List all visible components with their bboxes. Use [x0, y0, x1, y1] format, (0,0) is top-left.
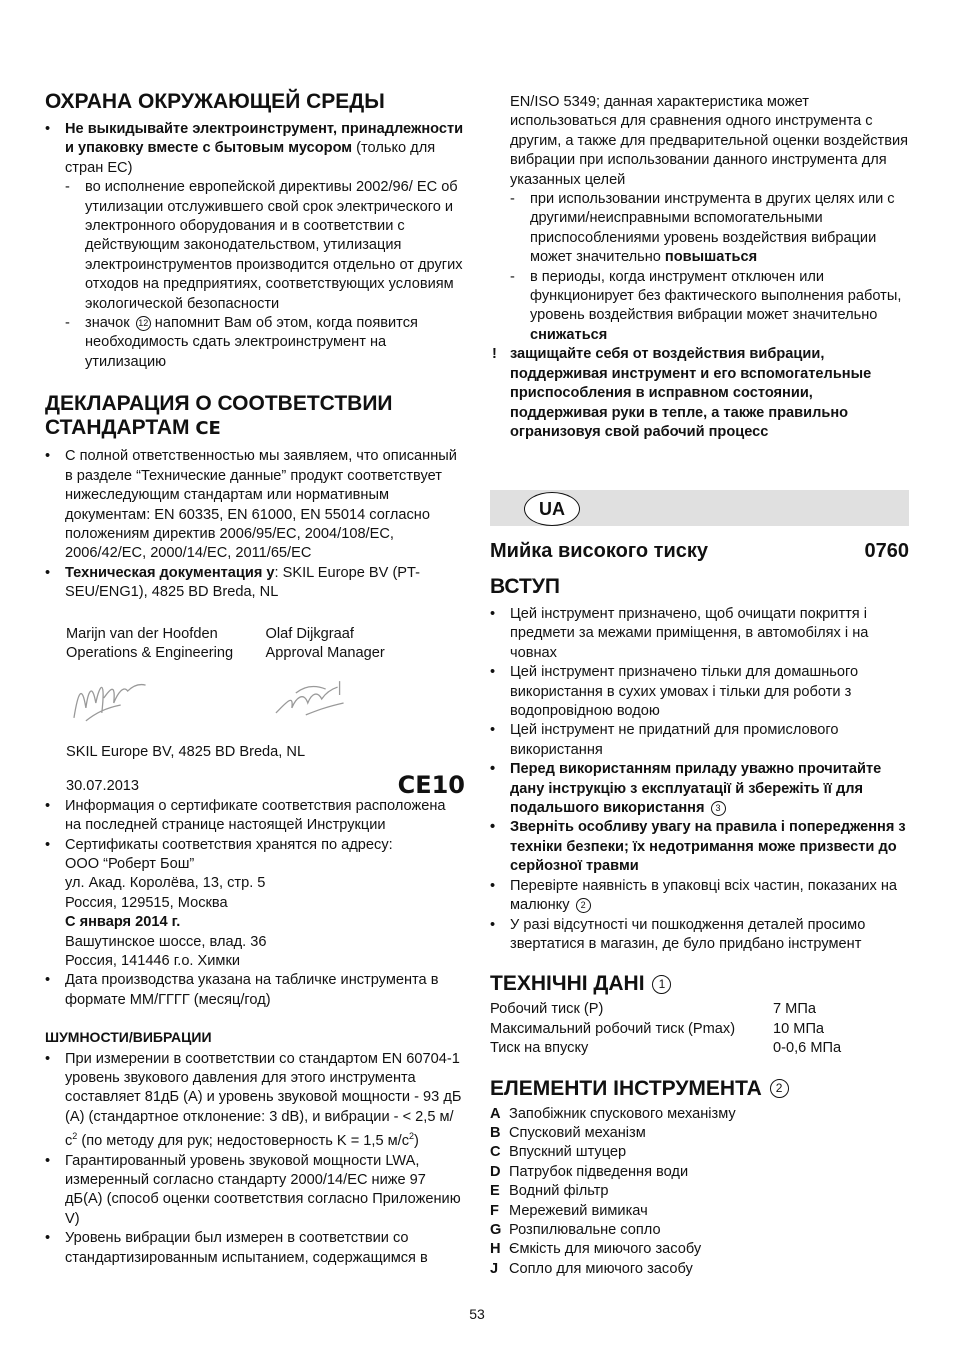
elements-title: ЕЛЕМЕНТИ ІНСТРУМЕНТА 2: [490, 1077, 909, 1101]
signature-2-icon: [266, 663, 356, 733]
list-item: • Дата производства указана на табличке инструмента в формате ММ/ГГГГ (месяц/год): [45, 971, 465, 1010]
sig2-role: Approval Manager: [265, 644, 385, 661]
part-letter: G: [490, 1221, 502, 1238]
sig2-name: Olaf Dijkgraaf: [265, 625, 354, 642]
product-title-row: [490, 539, 909, 563]
part-text: Мережевий вимикач: [509, 1202, 648, 1219]
table-row: [490, 1000, 841, 1019]
spec-value: 10 МПа: [773, 1020, 825, 1037]
noise-title: ШУМНОСТИ/ВИБРАЦИИ: [45, 1029, 212, 1046]
intro-title: ВСТУП: [490, 575, 560, 598]
list-item: [490, 1202, 909, 1221]
table-row: [490, 1020, 841, 1039]
list-item: [490, 1260, 909, 1279]
warning-list: [490, 345, 910, 442]
env-list: [45, 120, 465, 372]
list-item: • Уровень вибрации был измерен в соответствии со стандартизированным испытанием, содержащимся в: [45, 1229, 465, 1268]
part-letter: D: [490, 1163, 501, 1180]
ua-section: [490, 539, 909, 1279]
list-item: • Перевірте наявність в упаковці всіх частин, показаних на малюнку 2: [490, 877, 909, 916]
list-item: • Информация о сертификате соответствия расположена на последней странице настоящей Инструкции: [45, 797, 465, 836]
dash-item: - в периоды, когда инструмент отключен или функционирует без фактического выполнения работы, уровень воздействия вибрации может значительно снижаться: [510, 268, 910, 346]
part-letter: F: [490, 1202, 499, 1219]
env-title: ОХРАНА ОКРУЖАЮЩЕЙ СРЕДЫ: [45, 90, 385, 113]
product-title: Мийка високого тиску: [490, 540, 709, 562]
parts-list: [490, 1105, 909, 1280]
product-code: 0760: [864, 540, 909, 562]
noise-list: [45, 1050, 465, 1268]
list-item: • Зверніть особливу увагу на правила і попередження з техніки безпеки; їх недотримання може призвести до серйозної травми: [490, 818, 909, 876]
signatories: [45, 625, 465, 664]
dash-item: - значок 12 напомнит Вам об этом, когда появится необходимость сдать электроинструмент на утилизацию: [65, 314, 465, 372]
company-line: SKIL Europe BV, 4825 BD Breda, NL: [66, 744, 306, 761]
intro-list: [490, 605, 909, 954]
part-text: Впускний штуцер: [509, 1144, 627, 1161]
ref-12-icon: 12: [136, 316, 151, 331]
list-item: • Цей інструмент призначено тільки для домашнього використання в сухих умовах і тільки для роботи з водопровідною водою: [490, 663, 909, 721]
part-text: Розпилювальне сопло: [509, 1221, 661, 1238]
warning-item: ! защищайте себя от воздействия вибрации, поддерживая инструмент и его вспомогательные приспособления в исправном состоянии, поддерживая руки в тепле, а также правильно огранизовуя свой рабочий процесс: [490, 345, 910, 442]
dash-item: - во исполнение европейской директивы 2002/96/ ЕС об утилизации отслужившего свой срок электрического и электронного оборудования и в соответствии с действующим законодательством, утилизация электроинструментов производится отдельно от других отходов на предприятиях, соответствующих условиям экологической безопасности: [65, 178, 465, 314]
ref-2-icon: 2: [770, 1079, 789, 1098]
spec-value: 0-0,6 МПа: [773, 1040, 842, 1057]
table-row: [490, 1039, 841, 1058]
page-number: 53: [469, 1306, 485, 1322]
env-rest-text: (только для стран ЕС): [65, 140, 436, 176]
part-text: Спусковий механізм: [509, 1124, 646, 1141]
decl-list: [45, 447, 465, 602]
spec-label: Максимальний робочий тиск (Pmax): [490, 1020, 736, 1037]
part-letter: C: [490, 1144, 501, 1161]
signature-1-icon: [66, 663, 156, 733]
signatory-1: [66, 625, 266, 664]
left-column: [45, 90, 465, 1268]
part-text: Ємкість для миючого засобу: [509, 1241, 702, 1258]
ce10-mark-icon: CE10: [397, 770, 465, 799]
signatory-2: [266, 625, 466, 664]
spec-table: [490, 1000, 841, 1058]
list-item: • Гарантированный уровень звуковой мощности LWA, измеренный согласно стандарту 2000/14/EC ниже 97 дБ(A) (способ оценки соответствия согласно Приложению V): [45, 1152, 465, 1230]
language-badge: UA: [524, 492, 580, 526]
right-column: [490, 93, 910, 442]
part-text: Сопло для миючого засобу: [509, 1260, 693, 1277]
spec-value: 7 МПа: [773, 1001, 816, 1018]
ce-mark-icon: CE: [195, 418, 221, 440]
list-item: • Техническая документация у: SKIL Europe BV (PT-SEU/ENG1), 4825 BD Breda, NL: [45, 564, 465, 603]
signatures: [45, 663, 465, 743]
spec-label: Робочий тиск (P): [490, 1001, 604, 1018]
list-item: [490, 1163, 909, 1182]
sig1-role: Operations & Engineering: [66, 644, 234, 661]
ref-1-icon: 1: [652, 975, 671, 994]
list-item: [490, 1105, 909, 1124]
list-item: [490, 1182, 909, 1201]
tech-title: ТЕХНІЧНІ ДАНІ 1: [490, 972, 909, 996]
list-item: • Цей інструмент не придатний для промислового використання: [490, 721, 909, 760]
list-item: • С полной ответственностью мы заявляем, что описанный в разделе “Технические данные” продукт соответствует нижеследующим стандартам или нормативным документам: EN 60335, EN 61000, EN 55014 согласно положениям директив 2006/95/EC, 2004/108/EC, 2006/42/EC, 2000/14/EC, 2011/65/EC: [45, 447, 465, 563]
part-letter: E: [490, 1183, 500, 1200]
part-letter: B: [490, 1124, 501, 1141]
sig1-name: Marijn van der Hoofden: [66, 625, 218, 642]
part-text: Патрубок підведення води: [509, 1163, 689, 1180]
list-item: • Сертификаты соответствия хранятся по адресу: ООО “Роберт Бош” ул. Акад. Королёва, 13, стр. 5 Россия, 129515, Москва С января 2014 г. Вашутинское шоссе, влад. 36 Россия, 141446 г.о. Химки: [45, 836, 465, 972]
vibration-dash-list: [490, 190, 910, 345]
ref-3-icon: 3: [711, 801, 726, 816]
list-item: [490, 1240, 909, 1259]
list-item: [490, 1221, 909, 1240]
list-item: [490, 1143, 909, 1162]
part-letter: J: [490, 1260, 499, 1277]
env-dash-list: [65, 178, 465, 372]
vibration-cont-text: EN/ISO 5349; данная характеристика может использоваться для сравнения одного инструмента с другим, а также для предварительной оценки воздействия вибрации при использовании данного инструмента для указанных целей: [510, 94, 909, 188]
part-letter: H: [490, 1241, 501, 1258]
part-letter: A: [490, 1105, 501, 1122]
list-item: [45, 120, 465, 372]
part-text: Водний фільтр: [509, 1183, 609, 1200]
env-bold-text: Не выкидывайте электроинструмент, принадлежности и упаковку вместе с бытовым мусором: [65, 121, 464, 157]
dash-item: - при использовании инструмента в других целях или с другими/неисправными вспомогательными приспособлениями уровень воздействия вибрации может значительно повышаться: [510, 190, 910, 268]
spec-label: Тиск на впуску: [490, 1040, 589, 1057]
list-item: • У разі відсутності чи пошкодження деталей просимо звертатися в магазин, де було придбано інструмент: [490, 916, 909, 955]
declaration-date: 30.07.2013: [66, 778, 140, 795]
list-item: • Цей інструмент призначено, щоб очищати покриття і предмети за межами приміщення, в автомобілях і на човнах: [490, 605, 909, 663]
list-item: • При измерении в соответствии со стандартом EN 60704-1 уровень звукового давления для этого инструмента составляет 81дБ (A) и уровень звуковой мощности - 93 дБ (A) (стандартное отклонение: 3 dB), и вибрации - < 2,5 $м/с^2$ (по методу для рук; недостоверность K = 1,5 $м/с^2$): [45, 1050, 465, 1152]
part-text: Запобіжник спускового механізму: [509, 1105, 736, 1122]
date-row: [45, 770, 465, 799]
list-item: • Перед використанням приладу уважно прочитайте дану інструкцію з експлуатації й збережіть її для подальшого використання 3: [490, 760, 909, 818]
ref-2-icon: 2: [576, 898, 591, 913]
cert-list: [45, 797, 465, 1010]
list-item: [490, 1124, 909, 1143]
decl-title: ДЕКЛАРАЦИЯ О СООТВЕТСТВИИ СТАНДАРТАМ CE: [45, 392, 393, 440]
